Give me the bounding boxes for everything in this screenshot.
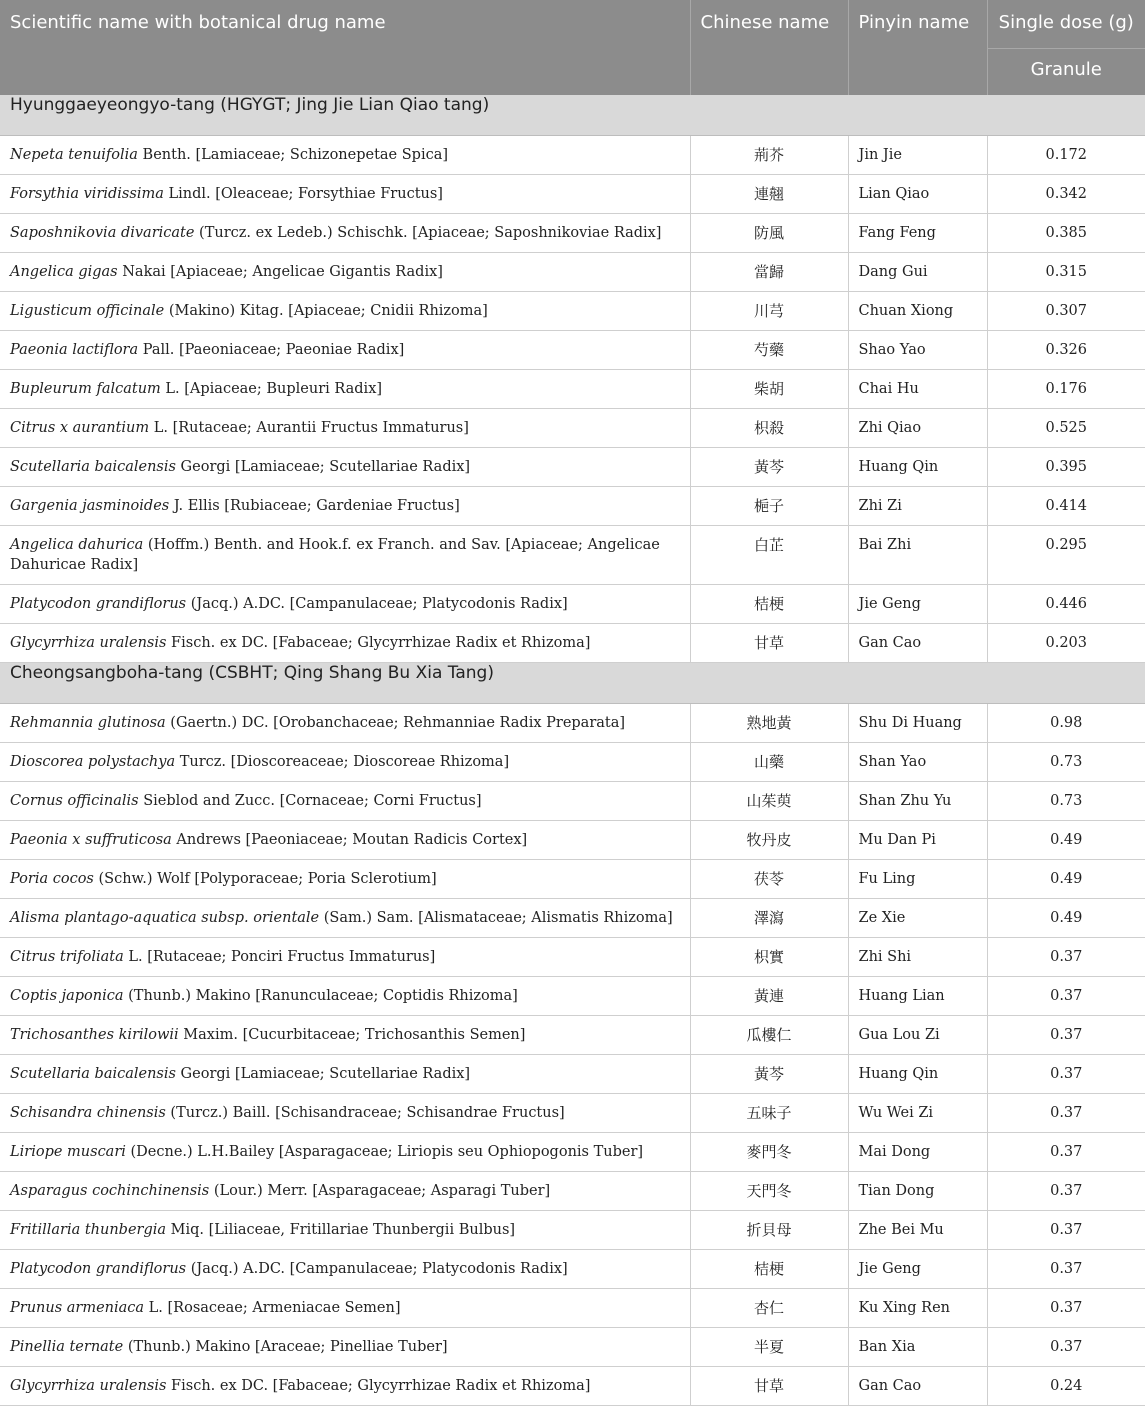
chinese-name-cell: 枳殺: [690, 409, 848, 448]
pinyin-name-cell: Mu Dan Pi: [848, 821, 987, 860]
table-row: [0, 1328, 1145, 1367]
granule-dose-cell: 0.525: [987, 409, 1145, 448]
species-name: Angelica dahurica: [10, 537, 144, 553]
granule-dose-cell: 0.315: [987, 253, 1145, 292]
pinyin-name-cell: Zhe Bei Mu: [848, 1211, 987, 1250]
table-row: [0, 487, 1145, 526]
granule-dose-cell: 0.49: [987, 899, 1145, 938]
pinyin-name-cell: Zhi Zi: [848, 487, 987, 526]
scientific-name-cell: [0, 1367, 690, 1406]
pinyin-name-cell: Ku Xing Ren: [848, 1289, 987, 1328]
authority-and-drug-name: Sieblod and Zucc. [Cornaceae; Corni Fructus]: [138, 793, 482, 809]
pinyin-name-cell: Shan Yao: [848, 743, 987, 782]
chinese-name-cell: 桔梗: [690, 585, 848, 624]
section-header-row: [0, 95, 1145, 136]
species-name: Scutellaria baicalensis: [10, 459, 176, 475]
granule-dose-cell: 0.37: [987, 1172, 1145, 1211]
species-name: Schisandra chinensis: [10, 1105, 166, 1121]
scientific-name-cell: [0, 1133, 690, 1172]
authority-and-drug-name: (Jacq.) A.DC. [Campanulaceae; Platycodonis Radix]: [186, 596, 568, 612]
table-row: [0, 899, 1145, 938]
pinyin-name-cell: Dang Gui: [848, 253, 987, 292]
scientific-name-cell: [0, 624, 690, 663]
granule-dose-cell: 0.446: [987, 585, 1145, 624]
table-row: [0, 214, 1145, 253]
granule-dose-cell: 0.49: [987, 821, 1145, 860]
granule-dose-cell: 0.295: [987, 526, 1145, 585]
section-header-row: [0, 663, 1145, 704]
chinese-name-cell: 防風: [690, 214, 848, 253]
authority-and-drug-name: Georgi [Lamiaceae; Scutellariae Radix]: [175, 1066, 471, 1082]
species-name: Citrus x aurantium: [10, 420, 150, 436]
table-row: [0, 1250, 1145, 1289]
table-row: [0, 409, 1145, 448]
chinese-name-cell: 桔梗: [690, 1250, 848, 1289]
scientific-name-cell: [0, 1172, 690, 1211]
table-row: [0, 292, 1145, 331]
chinese-name-cell: 天門冬: [690, 1172, 848, 1211]
granule-dose-cell: 0.24: [987, 1367, 1145, 1406]
pinyin-name-cell: Gan Cao: [848, 624, 987, 663]
pinyin-name-cell: Chai Hu: [848, 370, 987, 409]
table-row: [0, 136, 1145, 175]
chinese-name-cell: 黃連: [690, 977, 848, 1016]
chinese-name-cell: 白芷: [690, 526, 848, 585]
pinyin-name-cell: Ze Xie: [848, 899, 987, 938]
header-single-dose: Single dose (g): [987, 0, 1145, 49]
species-name: Paeonia x suffruticosa: [10, 832, 172, 848]
table-row: [0, 624, 1145, 663]
authority-and-drug-name: L. [Apiaceae; Bupleuri Radix]: [160, 381, 383, 397]
pinyin-name-cell: Jie Geng: [848, 585, 987, 624]
species-name: Nepeta tenuifolia: [10, 147, 138, 163]
species-name: Trichosanthes kirilowii: [10, 1027, 179, 1043]
granule-dose-cell: 0.172: [987, 136, 1145, 175]
chinese-name-cell: 梔子: [690, 487, 848, 526]
species-name: Fritillaria thunbergia: [10, 1222, 167, 1238]
scientific-name-cell: [0, 487, 690, 526]
species-name: Platycodon grandiflorus: [10, 596, 187, 612]
chinese-name-cell: 連翹: [690, 175, 848, 214]
authority-and-drug-name: L. [Rutaceae; Ponciri Fructus Immaturus]: [123, 949, 436, 965]
chinese-name-cell: 甘草: [690, 624, 848, 663]
table-row: [0, 1133, 1145, 1172]
species-name: Cornus officinalis: [10, 793, 139, 809]
authority-and-drug-name: (Turcz.) Baill. [Schisandraceae; Schisandrae Fructus]: [165, 1105, 565, 1121]
species-name: Asparagus cochinchinensis: [10, 1183, 210, 1199]
scientific-name-cell: [0, 331, 690, 370]
authority-and-drug-name: L. [Rutaceae; Aurantii Fructus Immaturus]: [149, 420, 469, 436]
chinese-name-cell: 澤瀉: [690, 899, 848, 938]
granule-dose-cell: 0.37: [987, 1094, 1145, 1133]
header-chinese-name: Chinese name: [690, 0, 848, 95]
species-name: Scutellaria baicalensis: [10, 1066, 176, 1082]
pinyin-name-cell: Ban Xia: [848, 1328, 987, 1367]
chinese-name-cell: 五味子: [690, 1094, 848, 1133]
pinyin-name-cell: Jin Jie: [848, 136, 987, 175]
scientific-name-cell: [0, 370, 690, 409]
chinese-name-cell: 荊芥: [690, 136, 848, 175]
species-name: Gargenia jasminoides: [10, 498, 170, 514]
scientific-name-cell: [0, 214, 690, 253]
scientific-name-cell: [0, 1055, 690, 1094]
scientific-name-cell: [0, 782, 690, 821]
header-pinyin-name: Pinyin name: [848, 0, 987, 95]
scientific-name-cell: [0, 1250, 690, 1289]
granule-dose-cell: 0.37: [987, 977, 1145, 1016]
authority-and-drug-name: (Hoffm.) Benth. and Hook.f. ex Franch. and Sav. [Apiaceae; Angelicae Dahuricae Radix]: [10, 537, 660, 573]
species-name: Angelica gigas: [10, 264, 118, 280]
authority-and-drug-name: Benth. [Lamiaceae; Schizonepetae Spica]: [137, 147, 449, 163]
granule-dose-cell: 0.37: [987, 1250, 1145, 1289]
species-name: Alisma plantago-aquatica subsp. orientale: [10, 910, 320, 926]
scientific-name-cell: [0, 821, 690, 860]
scientific-name-cell: [0, 175, 690, 214]
species-name: Ligusticum officinale: [10, 303, 165, 319]
authority-and-drug-name: Turcz. [Dioscoreaceae; Dioscoreae Rhizoma]: [175, 754, 510, 770]
scientific-name-cell: [0, 448, 690, 487]
scientific-name-cell: [0, 526, 690, 585]
table-row: [0, 175, 1145, 214]
section-title: Hyunggaeyeongyo-tang (HGYGT; Jing Jie Lian Qiao tang): [0, 95, 1145, 136]
scientific-name-cell: [0, 743, 690, 782]
pinyin-name-cell: Shao Yao: [848, 331, 987, 370]
granule-dose-cell: 0.37: [987, 938, 1145, 977]
authority-and-drug-name: Maxim. [Cucurbitaceae; Trichosanthis Semen]: [178, 1027, 526, 1043]
table-row: [0, 743, 1145, 782]
table-row: [0, 821, 1145, 860]
authority-and-drug-name: Fisch. ex DC. [Fabaceae; Glycyrrhizae Radix et Rhizoma]: [166, 635, 591, 651]
table-row: [0, 1367, 1145, 1406]
chinese-name-cell: 甘草: [690, 1367, 848, 1406]
authority-and-drug-name: Andrews [Paeoniaceae; Moutan Radicis Cortex]: [171, 832, 528, 848]
granule-dose-cell: 0.37: [987, 1289, 1145, 1328]
species-name: Bupleurum falcatum: [10, 381, 161, 397]
chinese-name-cell: 芍藥: [690, 331, 848, 370]
pinyin-name-cell: Shan Zhu Yu: [848, 782, 987, 821]
scientific-name-cell: [0, 1211, 690, 1250]
chinese-name-cell: 牧丹皮: [690, 821, 848, 860]
species-name: Paeonia lactiflora: [10, 342, 139, 358]
header-granule: Granule: [987, 49, 1145, 96]
species-name: Glycyrrhiza uralensis: [10, 635, 167, 651]
scientific-name-cell: [0, 136, 690, 175]
chinese-name-cell: 當歸: [690, 253, 848, 292]
table-row: [0, 448, 1145, 487]
authority-and-drug-name: Nakai [Apiaceae; Angelicae Gigantis Radix]: [117, 264, 443, 280]
species-name: Pinellia ternate: [10, 1339, 124, 1355]
table-row: [0, 1055, 1145, 1094]
scientific-name-cell: [0, 1328, 690, 1367]
table-row: [0, 585, 1145, 624]
chinese-name-cell: 杏仁: [690, 1289, 848, 1328]
pinyin-name-cell: Huang Qin: [848, 1055, 987, 1094]
granule-dose-cell: 0.37: [987, 1211, 1145, 1250]
scientific-name-cell: [0, 585, 690, 624]
granule-dose-cell: 0.49: [987, 860, 1145, 899]
pinyin-name-cell: Fu Ling: [848, 860, 987, 899]
chinese-name-cell: 山茱萸: [690, 782, 848, 821]
pinyin-name-cell: Zhi Qiao: [848, 409, 987, 448]
granule-dose-cell: 0.73: [987, 782, 1145, 821]
authority-and-drug-name: (Decne.) L.H.Bailey [Asparagaceae; Liriopis seu Ophiopogonis Tuber]: [125, 1144, 644, 1160]
table-row: [0, 370, 1145, 409]
granule-dose-cell: 0.203: [987, 624, 1145, 663]
authority-and-drug-name: Georgi [Lamiaceae; Scutellariae Radix]: [175, 459, 471, 475]
pinyin-name-cell: Huang Qin: [848, 448, 987, 487]
scientific-name-cell: [0, 1016, 690, 1055]
granule-dose-cell: 0.395: [987, 448, 1145, 487]
authority-and-drug-name: (Schw.) Wolf [Polyporaceae; Poria Sclerotium]: [93, 871, 437, 887]
species-name: Prunus armeniaca: [10, 1300, 145, 1316]
pinyin-name-cell: Jie Geng: [848, 1250, 987, 1289]
pinyin-name-cell: Wu Wei Zi: [848, 1094, 987, 1133]
scientific-name-cell: [0, 292, 690, 331]
table-header: [0, 0, 1145, 95]
table-body: [0, 95, 1145, 1406]
species-name: Poria cocos: [10, 871, 94, 887]
authority-and-drug-name: (Turcz. ex Ledeb.) Schischk. [Apiaceae; Saposhnikoviae Radix]: [194, 225, 662, 241]
table-row: [0, 704, 1145, 743]
scientific-name-cell: [0, 977, 690, 1016]
species-name: Saposhnikovia divaricate: [10, 225, 195, 241]
granule-dose-cell: 0.176: [987, 370, 1145, 409]
granule-dose-cell: 0.342: [987, 175, 1145, 214]
section-title: Cheongsangboha-tang (CSBHT; Qing Shang Bu Xia Tang): [0, 663, 1145, 704]
granule-dose-cell: 0.37: [987, 1055, 1145, 1094]
authority-and-drug-name: (Makino) Kitag. [Apiaceae; Cnidii Rhizoma]: [164, 303, 488, 319]
authority-and-drug-name: Pall. [Paeoniaceae; Paeoniae Radix]: [138, 342, 405, 358]
authority-and-drug-name: (Thunb.) Makino [Araceae; Pinelliae Tuber]: [123, 1339, 448, 1355]
scientific-name-cell: [0, 253, 690, 292]
chinese-name-cell: 柴胡: [690, 370, 848, 409]
table-row: [0, 1172, 1145, 1211]
granule-dose-cell: 0.37: [987, 1133, 1145, 1172]
pinyin-name-cell: Bai Zhi: [848, 526, 987, 585]
pinyin-name-cell: Lian Qiao: [848, 175, 987, 214]
granule-dose-cell: 0.385: [987, 214, 1145, 253]
granule-dose-cell: 0.307: [987, 292, 1145, 331]
table-row: [0, 526, 1145, 585]
species-name: Platycodon grandiflorus: [10, 1261, 187, 1277]
authority-and-drug-name: Miq. [Liliaceae, Fritillariae Thunbergii Bulbus]: [166, 1222, 516, 1238]
chinese-name-cell: 半夏: [690, 1328, 848, 1367]
chinese-name-cell: 枳實: [690, 938, 848, 977]
granule-dose-cell: 0.37: [987, 1328, 1145, 1367]
pinyin-name-cell: Shu Di Huang: [848, 704, 987, 743]
chinese-name-cell: 折貝母: [690, 1211, 848, 1250]
table-row: [0, 977, 1145, 1016]
granule-dose-cell: 0.98: [987, 704, 1145, 743]
scientific-name-cell: [0, 1289, 690, 1328]
table-row: [0, 1211, 1145, 1250]
scientific-name-cell: [0, 704, 690, 743]
table-row: [0, 1289, 1145, 1328]
pinyin-name-cell: Zhi Shi: [848, 938, 987, 977]
pinyin-name-cell: Fang Feng: [848, 214, 987, 253]
table-row: [0, 1094, 1145, 1133]
species-name: Rehmannia glutinosa: [10, 715, 166, 731]
species-name: Liriope muscari: [10, 1144, 126, 1160]
table-row: [0, 782, 1145, 821]
pinyin-name-cell: Gua Lou Zi: [848, 1016, 987, 1055]
authority-and-drug-name: (Jacq.) A.DC. [Campanulaceae; Platycodonis Radix]: [186, 1261, 568, 1277]
authority-and-drug-name: L. [Rosaceae; Armeniacae Semen]: [144, 1300, 401, 1316]
pinyin-name-cell: Huang Lian: [848, 977, 987, 1016]
species-name: Coptis japonica: [10, 988, 124, 1004]
scientific-name-cell: [0, 938, 690, 977]
authority-and-drug-name: (Lour.) Merr. [Asparagaceae; Asparagi Tuber]: [209, 1183, 551, 1199]
header-scientific-name: Scientific name with botanical drug name: [0, 0, 690, 95]
pinyin-name-cell: Mai Dong: [848, 1133, 987, 1172]
authority-and-drug-name: (Sam.) Sam. [Alismataceae; Alismatis Rhizoma]: [319, 910, 673, 926]
species-name: Dioscorea polystachya: [10, 754, 176, 770]
granule-dose-cell: 0.414: [987, 487, 1145, 526]
chinese-name-cell: 黃芩: [690, 1055, 848, 1094]
granule-dose-cell: 0.73: [987, 743, 1145, 782]
species-name: Glycyrrhiza uralensis: [10, 1378, 167, 1394]
pinyin-name-cell: Tian Dong: [848, 1172, 987, 1211]
species-name: Forsythia viridissima: [10, 186, 164, 202]
chinese-name-cell: 瓜樓仁: [690, 1016, 848, 1055]
scientific-name-cell: [0, 860, 690, 899]
authority-and-drug-name: (Gaertn.) DC. [Orobanchaceae; Rehmanniae Radix Preparata]: [165, 715, 626, 731]
chinese-name-cell: 熟地黃: [690, 704, 848, 743]
authority-and-drug-name: Lindl. [Oleaceae; Forsythiae Fructus]: [163, 186, 443, 202]
scientific-name-cell: [0, 409, 690, 448]
scientific-name-cell: [0, 1094, 690, 1133]
pinyin-name-cell: Chuan Xiong: [848, 292, 987, 331]
authority-and-drug-name: J. Ellis [Rubiaceae; Gardeniae Fructus]: [169, 498, 460, 514]
chinese-name-cell: 川芎: [690, 292, 848, 331]
table-row: [0, 253, 1145, 292]
chinese-name-cell: 茯苓: [690, 860, 848, 899]
table-row: [0, 938, 1145, 977]
chinese-name-cell: 麥門冬: [690, 1133, 848, 1172]
chinese-name-cell: 黃芩: [690, 448, 848, 487]
authority-and-drug-name: (Thunb.) Makino [Ranunculaceae; Coptidis Rhizoma]: [123, 988, 518, 1004]
granule-dose-cell: 0.326: [987, 331, 1145, 370]
species-name: Citrus trifoliata: [10, 949, 124, 965]
scientific-name-cell: [0, 899, 690, 938]
table-row: [0, 1016, 1145, 1055]
table-row: [0, 331, 1145, 370]
granule-dose-cell: 0.37: [987, 1016, 1145, 1055]
authority-and-drug-name: Fisch. ex DC. [Fabaceae; Glycyrrhizae Radix et Rhizoma]: [166, 1378, 591, 1394]
pinyin-name-cell: Gan Cao: [848, 1367, 987, 1406]
table-row: [0, 860, 1145, 899]
chinese-name-cell: 山藥: [690, 743, 848, 782]
